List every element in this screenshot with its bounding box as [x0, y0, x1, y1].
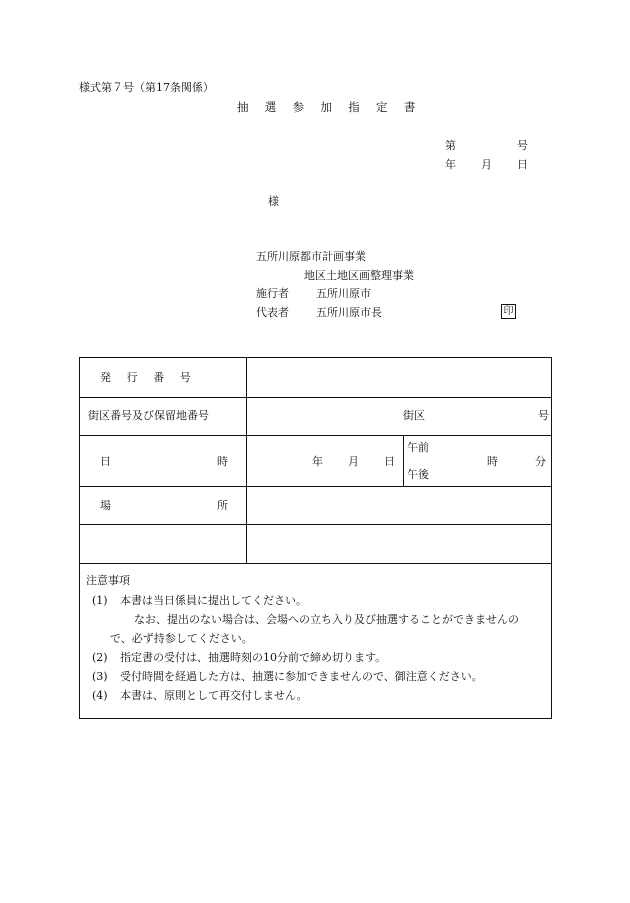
seal-mark: 印: [501, 304, 516, 319]
row-divider: [80, 397, 551, 398]
row-divider: [80, 563, 551, 564]
block-lot-label: 街区番号及び保留地番号: [88, 409, 209, 422]
representative-label: 代表者: [256, 306, 289, 319]
lot-number-unit: 号: [538, 409, 549, 422]
pm-label: 午後: [407, 468, 429, 481]
note-text: で、必ず持参してください。: [110, 632, 253, 645]
year-unit: 年: [312, 455, 323, 468]
project-name-line1: 五所川原都市計画事業: [256, 250, 366, 263]
venue-label-right: 所: [217, 499, 228, 512]
project-name-line2: 地区土地区画整理事業: [304, 269, 414, 282]
note-number: (3): [92, 670, 108, 683]
ampm-divider: [403, 435, 404, 486]
date-year: 年: [445, 158, 456, 171]
note-text: 指定書の受付は、抽選時刻の10分前で締め切ります。: [120, 651, 387, 664]
row-divider: [80, 435, 551, 436]
number-prefix: 第: [445, 139, 456, 152]
datetime-label-right: 時: [217, 455, 228, 468]
block-unit: 街区: [403, 409, 425, 422]
hour-unit: 時: [487, 455, 498, 468]
notes-heading: 注意事項: [86, 574, 130, 587]
number-suffix: 号: [517, 139, 528, 152]
venue-label-left: 場: [100, 499, 111, 512]
note-text: 受付時間を経過した方は、抽選に参加できませんので、御注意ください。: [120, 670, 483, 683]
form-number-label: 様式第７号（第17条関係）: [79, 81, 214, 94]
month-unit: 月: [348, 455, 359, 468]
note-number: (4): [92, 689, 108, 702]
designation-table: [79, 357, 552, 719]
row-divider: [80, 486, 551, 487]
date-day: 日: [517, 158, 528, 171]
minute-unit: 分: [535, 455, 546, 468]
row-divider: [80, 524, 551, 525]
date-month: 月: [481, 158, 492, 171]
day-unit: 日: [384, 455, 395, 468]
issue-number-label: 発 行 番 号: [100, 371, 197, 384]
document-title: 抽 選 参 加 指 定 書: [237, 100, 422, 114]
column-divider: [246, 358, 247, 563]
note-text: なお、提出のない場合は、会場への立ち入り及び抽選することができませんの: [134, 613, 519, 626]
note-number: (1): [92, 594, 108, 607]
executor-label: 施行者: [256, 287, 289, 300]
addressee-suffix: 様: [268, 195, 279, 208]
note-number: (2): [92, 651, 108, 664]
note-text: 本書は当日係員に提出してください。: [120, 594, 307, 607]
executor-name: 五所川原市: [316, 287, 371, 300]
am-label: 午前: [407, 441, 429, 454]
representative-name: 五所川原市長: [316, 306, 382, 319]
datetime-label-left: 日: [100, 455, 111, 468]
note-text: 本書は、原則として再交付しません。: [120, 689, 308, 702]
